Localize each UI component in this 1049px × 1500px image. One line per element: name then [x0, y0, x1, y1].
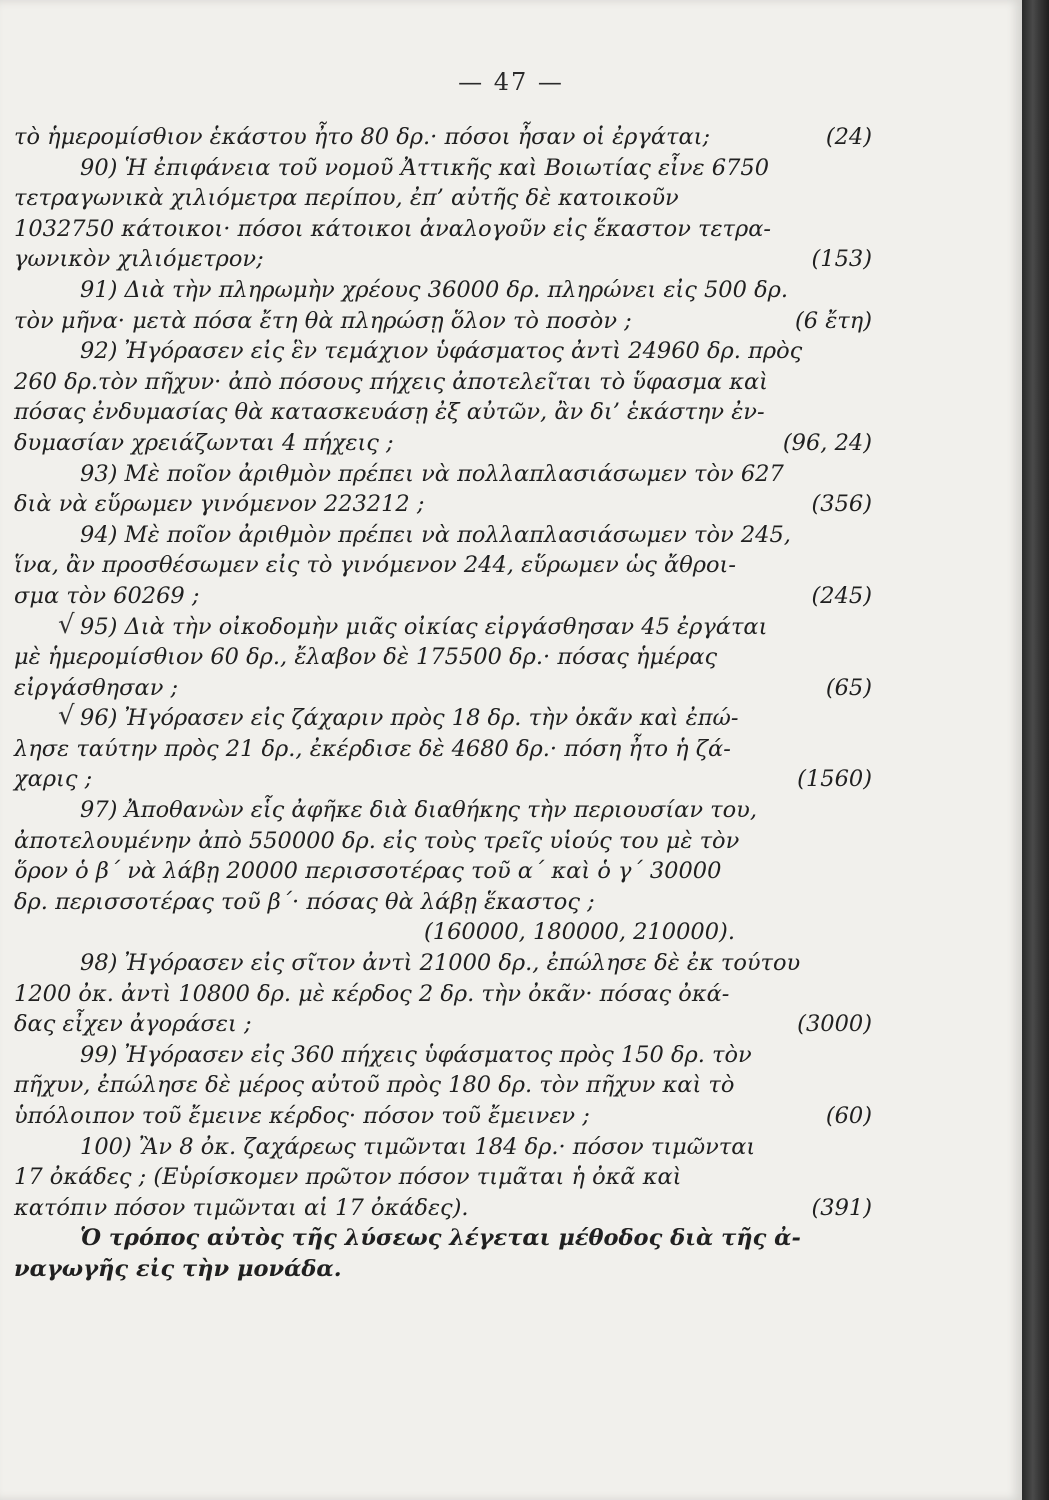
line-text: εἰργάσθησαν ;	[14, 674, 179, 701]
line-text: τετραγωνικὰ χιλιόμετρα περίπου, ἐπ’ αὐτῆς δὲ κατοικοῦν	[14, 185, 679, 212]
line-text: 97) Ἀποθανὼν εἷς ἀφῆκε διὰ διαθήκης τὴν περιουσίαν του,	[80, 797, 758, 824]
line-text: χαρις ;	[14, 766, 93, 793]
exercise-93-start	[14, 459, 872, 490]
book-edge-shadow	[1022, 0, 1049, 1500]
exercise-100-start	[14, 1132, 872, 1163]
text-line	[14, 550, 872, 581]
line-text: 90) Ἡ ἐπιφάνεια τοῦ νομοῦ Ἀττικῆς καὶ Βοιωτίας εἶνε 6750	[80, 154, 770, 181]
line-text: 93) Μὲ ποῖον ἀριθμὸν πρέπει νὰ πολλαπλασιάσωμεν τὸν 627	[80, 460, 784, 487]
method-statement	[14, 1223, 872, 1254]
exercise-94-start	[14, 520, 872, 551]
text-line	[14, 673, 872, 704]
answer: (3000)	[797, 1011, 872, 1038]
line-text: δας εἶχεν ἀγοράσει ;	[14, 1011, 252, 1038]
text-line	[14, 397, 872, 428]
text-line	[14, 642, 872, 673]
answer: (160000, 180000, 210000).	[424, 919, 735, 946]
exercise-99-start	[14, 1040, 872, 1071]
exercise-91-start	[14, 275, 872, 306]
text-line	[14, 856, 872, 887]
line-text: 94) Μὲ ποῖον ἀριθμὸν πρέπει νὰ πολλαπλασιάσωμεν τὸν 245,	[80, 521, 791, 548]
line-text: γωνικὸν χιλιόμετρον;	[14, 246, 264, 273]
line-text: πῆχυν, ἐπώλησε δὲ μέρος αὐτοῦ πρὸς 180 δρ. τὸν πῆχυν καὶ τὸ	[14, 1072, 735, 1099]
handwritten-check-icon: √	[58, 701, 75, 732]
line-text: 1200 ὀκ. ἀντὶ 10800 δρ. μὲ κέρδος 2 δρ. τὴν ὀκᾶν· πόσας ὀκά-	[14, 980, 730, 1007]
line-text: σμα τὸν 60269 ;	[14, 582, 200, 609]
line-text: 96) Ἠγόρασεν εἰς ζάχαριν πρὸς 18 δρ. τὴν ὀκᾶν καὶ ἐπώ-	[80, 705, 739, 732]
answer: (65)	[825, 674, 872, 701]
text-line	[14, 764, 872, 795]
answer: (356)	[811, 491, 872, 518]
line-text: 260 δρ.τὸν πῆχυν· ἀπὸ πόσους πήχεις ἀποτελεῖται τὸ ὕφασμα καὶ	[14, 368, 769, 395]
text-line	[14, 887, 872, 918]
line-text: δρ. περισσοτέρας τοῦ β΄· πόσας θὰ λάβῃ ἕκαστος ;	[14, 888, 595, 915]
line-text: 91) Διὰ τὴν πληρωμὴν χρέους 36000 δρ. πληρώνει εἰς 500 δρ.	[80, 276, 788, 303]
line-text: λησε ταύτην πρὸς 21 δρ., ἐκέρδισε δὲ 4680 δρ.· πόση ἦτο ἡ ζά-	[14, 735, 731, 762]
text-line	[14, 1101, 872, 1132]
exercise-95-start	[14, 609, 872, 643]
line-text: ἀποτελουμένην ἀπὸ 550000 δρ. εἰς τοὺς τρεῖς υἱούς του μὲ τὸν	[14, 827, 740, 854]
exercise-97-start	[14, 795, 872, 826]
text-line	[14, 183, 872, 214]
text-line	[14, 1009, 872, 1040]
line-text: δυμασίαν χρειάζωνται 4 πήχεις ;	[14, 429, 394, 456]
answer: (24)	[825, 124, 872, 150]
exercise-90-start	[14, 153, 872, 184]
line-text: 100) Ἂν 8 ὀκ. ζαχάρεως τιμῶνται 184 δρ.· πόσον τιμῶνται	[80, 1133, 756, 1160]
answer: (245)	[811, 582, 872, 609]
line-text: διὰ νὰ εὕρωμεν γινόμενον 223212 ;	[14, 491, 425, 518]
answer: (153)	[811, 246, 872, 273]
answer: (391)	[811, 1194, 872, 1221]
answer: (60)	[825, 1103, 872, 1129]
text-line	[14, 1162, 872, 1193]
text-line	[14, 489, 872, 520]
exercise-92-start	[14, 336, 872, 367]
exercise-96-start	[14, 703, 872, 734]
line-text: ὅρον ὁ β΄ νὰ λάβῃ 20000 περισσοτέρας τοῦ α΄ καὶ ὁ γ΄ 30000	[14, 858, 722, 885]
line-text: ἵνα, ἂν προσθέσωμεν εἰς τὸ γινόμενον 244, εὕρωμεν ὡς ἄθροι-	[14, 552, 736, 579]
handwritten-check-icon: √	[58, 609, 75, 640]
line-text: 1032750 κάτοικοι· πόσοι κάτοικοι ἀναλογοῦν εἰς ἕκαστον τετρα-	[14, 215, 772, 242]
text-line	[14, 428, 872, 459]
page-number: — 47 —	[458, 68, 564, 96]
line-text: μὲ ἡμερομίσθιον 60 δρ., ἔλαβον δὲ 175500 δρ.· πόσας ἡμέρας	[14, 644, 718, 671]
line-text: πόσας ἐνδυμασίας θὰ κατασκευάσῃ ἐξ αὐτῶν, ἂν δι’ ἑκάστην ἐν-	[14, 399, 765, 426]
line-text: 98) Ἠγόρασεν εἰς σῖτον ἀντὶ 21000 δρ., ἐπώλησε δὲ ἐκ τούτου	[80, 950, 801, 977]
line-text: κατόπιν πόσον τιμῶνται αἱ 17 ὀκάδες).	[14, 1194, 469, 1221]
text-line	[14, 826, 872, 857]
line-text: ὑπόλοιπον τοῦ ἔμεινε κέρδος· πόσον τοῦ ἔμεινεν ;	[14, 1103, 590, 1129]
text-line	[14, 244, 872, 275]
text-line	[14, 122, 872, 153]
text-line	[14, 1070, 872, 1101]
answer-line	[14, 917, 872, 948]
answer: (6 ἔτη)	[794, 307, 872, 334]
line-text: 17 ὀκάδες ; (Εὑρίσκομεν πρῶτον πόσον τιμᾶται ἡ ὀκᾶ καὶ	[14, 1164, 682, 1191]
exercise-text	[14, 122, 872, 1285]
text-line	[14, 214, 872, 245]
method-statement-end	[14, 1254, 872, 1285]
line-text: 95) Διὰ τὴν οἰκοδομὴν μιᾶς οἰκίας εἰργάσθησαν 45 ἐργάται	[80, 613, 768, 640]
line-text: Ὁ τρόπος αὐτὸς τῆς λύσεως λέγεται μέθοδος διὰ τῆς ἀ-	[80, 1225, 801, 1252]
line-text: ναγωγῆς εἰς τὴν μονάδα.	[14, 1255, 342, 1282]
text-line	[14, 979, 872, 1010]
text-line	[14, 734, 872, 765]
text-line	[14, 367, 872, 398]
answer: (1560)	[797, 766, 872, 793]
text-line	[14, 1193, 872, 1224]
text-line	[14, 581, 872, 612]
exercise-98-start	[14, 948, 872, 979]
line-text: τὸ ἡμερομίσθιον ἑκάστου ἦτο 80 δρ.· πόσοι ἦσαν οἱ ἐργάται;	[14, 124, 711, 150]
text-line	[14, 306, 872, 337]
line-text: 99) Ἠγόρασεν εἰς 360 πήχεις ὑφάσματος πρὸς 150 δρ. τὸν	[80, 1041, 752, 1068]
line-text: τὸν μῆνα· μετὰ πόσα ἔτη θὰ πληρώσῃ ὅλον τὸ ποσὸν ;	[14, 307, 632, 334]
answer: (96, 24)	[782, 429, 872, 456]
line-text: 92) Ἠγόρασεν εἰς ἓν τεμάχιον ὑφάσματος ἀντὶ 24960 δρ. πρὸς	[80, 338, 803, 365]
